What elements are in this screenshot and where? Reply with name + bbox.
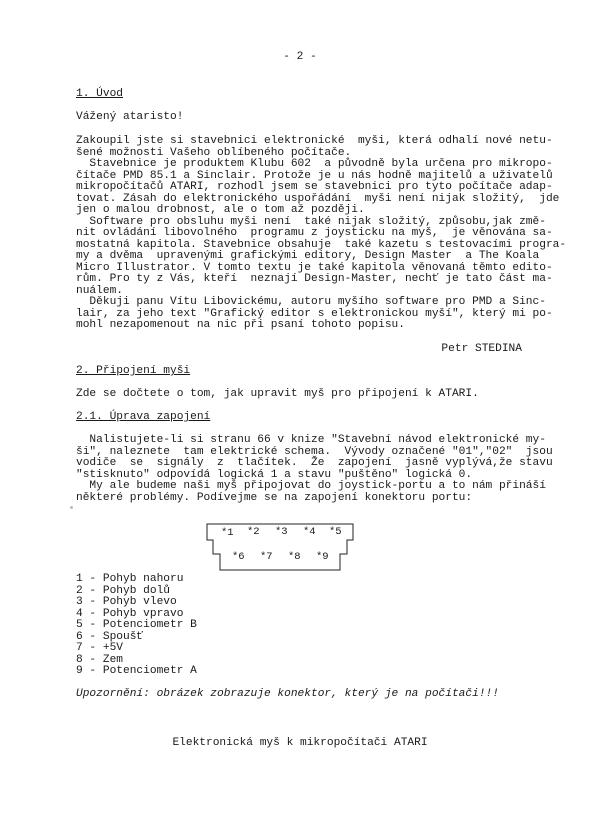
text-line: čítače PMD 85.1 a Sinclair. Protože je u nás hodně majitelů a uživatelů xyxy=(76,169,553,182)
section-heading-modification: 2.1. Úprava zapojení xyxy=(76,411,211,423)
legend-item: 5 - Potenciometr B xyxy=(76,619,197,631)
document-footer: Elektronická myš k mikropočítači ATARI xyxy=(172,737,428,749)
text-line: vodiče se signály z tlačítek. Že zapojení jasně vyplývá,že stavu xyxy=(76,457,553,469)
legend-item: 7 - +5V xyxy=(76,642,123,654)
legend-item: 9 - Potenciometr A xyxy=(76,665,197,677)
connector-pin-2: *2 xyxy=(247,526,260,538)
legend-item: 1 - Pohyb nahoru xyxy=(76,573,184,585)
connector-pin-7: *7 xyxy=(260,551,273,563)
connector-pin-1: *1 xyxy=(221,527,234,539)
legend-item: 8 - Zem xyxy=(76,653,123,666)
section-heading-intro: 1. Úvod xyxy=(76,88,123,100)
text-line: Software pro obsluhu myši není také nijak složitý, způsobu,jak změ- xyxy=(76,215,546,228)
text-line: mohl nezapomenout na nic při psaní tohoto popisu. xyxy=(76,319,405,331)
connector-pin-6: *6 xyxy=(232,551,245,563)
connector-pin-4: *4 xyxy=(303,526,316,538)
page-number: - 2 - xyxy=(283,51,317,63)
signature: Petr STEDINA xyxy=(441,343,522,355)
legend-item: 3 - Pohyb vlevo xyxy=(76,596,177,608)
connector-diagram xyxy=(205,520,355,581)
section-heading-connection: 2. Připojení myši xyxy=(76,365,191,377)
connector-pin-3: *3 xyxy=(275,526,288,538)
connector-pin-5: *5 xyxy=(329,526,342,538)
text-line: tovat. Zásah do elektronického uspořádání myši není nijak složitý, jde xyxy=(76,192,560,205)
text-line: lair, za jeho text "Grafický editor s elektronickou myší", který mi po- xyxy=(76,307,553,320)
text-line: Nalistujete-li si stranu 66 v knize "Stavební návod elektronické my- xyxy=(76,434,546,446)
text-line: Stavebnice je produktem Klubu 602 a původně byla určena pro mikropo- xyxy=(76,158,553,170)
connector-pin-9: *9 xyxy=(316,551,329,563)
text-line: Micro Illustrator. V tomto textu je také kapitola věnovaná těmto edito- xyxy=(76,261,553,274)
text-line: rům. Pro ty z Vás, kteří neznají Design-Master, nechť je tato část ma- xyxy=(76,273,553,285)
warning-note: Upozornění: obrázek zobrazuje konektor, který je na počítači!!! xyxy=(76,688,499,700)
text-line: My ale budeme naši myš připojovat do joystick-portu a to nám přináší xyxy=(76,480,546,492)
greeting: Vážený ataristo! xyxy=(76,111,184,123)
text-line: šené možnosti Vašeho oblíbeného počítače. xyxy=(76,146,352,159)
text-line: nuálem. xyxy=(76,284,123,297)
stray-mark xyxy=(70,506,73,509)
legend-item: 6 - Spoušť xyxy=(76,630,144,643)
section-intro: Zde se dočtete o tom, jak upravit myš pro připojení k ATARI. xyxy=(76,388,479,400)
text-line: jen o malou drobnost, ale o tom až později. xyxy=(76,204,365,216)
connector-pin-8: *8 xyxy=(288,551,301,563)
text-line: mostatná kapitola. Stavebnice obsahuje také kazetu s testovacími progra- xyxy=(76,238,567,251)
text-line: Zakoupil jste si stavebnici elektronické myši, která odhalí nové netu- xyxy=(76,135,553,147)
legend-item: 4 - Pohyb vpravo xyxy=(76,607,184,620)
text-line: Děkuji panu Vítu Libovickému, autoru myšího software pro PMD a Sinc- xyxy=(76,296,546,308)
text-line: některé problémy. Podívejme se na zapojení konektoru portu: xyxy=(76,491,473,504)
text-line: "stisknuto" odpovídá logická 1 a stavu "puštěno" logická 0. xyxy=(76,468,473,481)
text-line: my a dvěma upravenými grafickými editory, Design Master a The Koala xyxy=(76,250,540,262)
legend-item: 2 - Pohyb dolů xyxy=(76,584,170,597)
text-line: nit ovládání libovolného programu z joysticku na myš, je věnována sa- xyxy=(76,227,553,239)
text-line: mikropočítačů ATARI, rozhodl jsem se stavebnici pro tyto počítače adap- xyxy=(76,181,553,193)
text-line: ši", naleznete tam elektrické schema. Vývody označené "01","02" jsou xyxy=(76,445,553,458)
